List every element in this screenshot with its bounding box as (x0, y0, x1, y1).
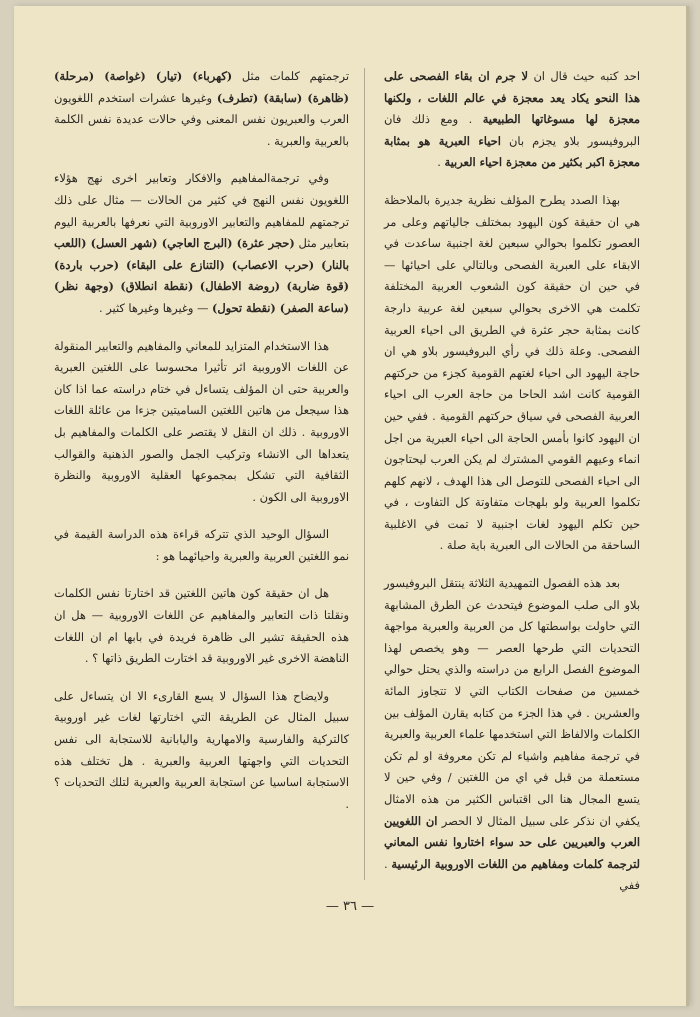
paragraph: احد كتبه حيث قال ان لا جرم ان بقاء الفصحى على هذا النحو يكاد يعد معجزة في عالم اللغات ، ولكنها معجزة لها مسوغاتها الطبيعية . ومع ذلك فان البروفيسور بلاو يجزم بان احياء العبرية هو بمثابة معجزة اكبر بكثير من معجزة احياء العربية . (384, 69, 640, 170)
column-divider (364, 68, 365, 880)
paragraph: السؤال الوحيد الذي تتركه قراءة هذه الدراسة القيمة في نمو اللغتين العربية والعبرية واحيائهما هو : (54, 527, 349, 563)
paragraph: ولايضاح هذا السؤال لا يسع القارىء الا ان يتساءل على سبيل المثال عن الطريقة التي اختارتها لغات غير اوروبية كالتركية والفارسية والامهارية واليابانية للاستجابة الى نفس التحديات التي واجهتها العربية والعبرية . هل تختلف هذه الاستجابة اساسيا عن استجابة العربية والعبرية لتلك التحديات ؟ . (54, 688, 349, 811)
paragraph: وفي ترجمةالمفاهيم والافكار وتعابير اخرى نهج هؤلاء اللغويون نفس النهج في كثير من الحالات — مثال على ذلك ترجمتهم للمفاهيم والتعابير الاوروبية التي نعرفها بالعربية اليوم بتعابير مثل (حجر عثرة) (البرج العاجي) (شهر العسل) (اللعب بالنار) (حرب الاعصاب) (التنازع على البقاء) (حرب باردة) (قوة ضاربة) (روضة الاطفال) (نقطة انطلاق) (وجهة نظر) (ساعة الصفر) (نقطة تحول) — وغيرها وغيرها كثير . (54, 171, 349, 315)
paragraph: بعد هذه الفصول التمهيدية الثلاثة ينتقل البروفيسور بلاو الى صلب الموضوع فيتحدث عن الطرق المشابهة التي حاولت بواسطتها كل من العربية والعبرية مواجهة التحديات التي طرحها العصر — وهو يخصص لهذا الموضوع الفصل الرابع من دراسته والذي يحتل حوالي خمسين من صفحات الكتاب التي لا تتجاوز المائة والعشرين . في هذا الجزء من كتابه يقارن المؤلف بين الكلمات والالفاظ التي استخدمها علماء العربية والعبرية في ترجمة مفاهيم واشياء لم تكن معروفة او لم تكن مستعملة من قبل في اي من اللغتين / وفي حين لا يتسع المجال هنا الى اقتباس الكثير من هذه الامثال يكفي ان نذكر على سبيل المثال لا الحصر ان اللغويين العرب والعبريين على حد سواء اختاروا نفس المعاني لترجمة كلمات ومفاهيم من اللغات الاوروبية الرئيسية . ففي (384, 576, 641, 893)
paragraph: هل ان حقيقة كون هاتين اللغتين قد اختارتا نفس الكلمات ونقلتا ذات التعابير والمفاهيم عن اللغات الاوروبية — هل ان هذه الحقيقة تشير الى ظاهرة فريدة في بابها ام ان اللغات الناهضة الاخرى غير الاوروبية قد اختارت الطريق ذاتها ؟ . (54, 586, 349, 666)
right-column (384, 66, 640, 913)
page-sheet (14, 6, 689, 1006)
paragraph: هذا الاستخدام المتزايد للمعاني والمفاهيم والتعابير المنقولة عن اللغات الاوروبية اثر تأثيرا محسوسا على اللغتين العبرية والعربية حتى ان المؤلف يتساءل في ختام دراسته عما اذا كان هذا سيجعل من هاتين اللغتين الساميتين جزءا من عائلة اللغات الاوروبية . ذلك ان النقل لا يقتصر على الكلمات والمفاهيم بل يتعداها الى الانشاء وتركيب الجمل والصور الذهنية والقوالب الثقافية التي تشكل بمجموعها العقلية الاوروبية والنظرة الاوروبية الى الكون . (54, 338, 349, 504)
paragraph: بهذا الصدد يطرح المؤلف نظرية جديرة بالملاحظة هي ان حقيقة كون اليهود بمختلف جالياتهم وعلى مر العصور تكلموا بحوالي سبعين لغة اجنبية ساعدت في الابقاء على العبرية الفصحى وبالتالي على احيائها — في حين ان حقيقة كون الشعوب العربية المختلفة تكلمت هي الاخرى بحوالي سبعين لغة عربية دارجة كانت بمثابة حجر عثرة في الطريق الى احياء العربية الفصحى. وعلة ذلك في رأي البروفيسور بلاو هي ان حاجة اليهود الى احياء لغتهم القومية كجزء من حركتهم القومية كانت اشد الحاحا من حاجة العرب الى احياء العربية الفصحى في سياق حركتهم القومية . ففي حين ان اليهود كانوا بأمس الحاجة الى احياء العبرية من اجل انماء وعيهم القومي المشترك لم يكن العرب ليحتاجون الى احياء الفصحى للتوصل الى هذا الهدف ، لانهم كلهم تكلموا العربية ولو بلهجات متفاوتة كل التفاوت ، في حين تكلم اليهود لغات اجنبية لا تمت في الاغلبية الساحقة من الحالات الى العبرية باية صلة . (384, 192, 640, 553)
paragraph: ترجمتهم كلمات مثل (كهرباء) (تيار) (غواصة) (مرحلة) (ظاهرة) (سابقة) (تطرف) وغيرها عشرات استخدم اللغويون العرب والعبريون نفس المعنى وفي حالات عديدة نفس الكلمة بالعربية والعبرية . (54, 69, 349, 148)
left-column (54, 66, 349, 831)
page-number: — ٣٦ — (325, 899, 375, 914)
